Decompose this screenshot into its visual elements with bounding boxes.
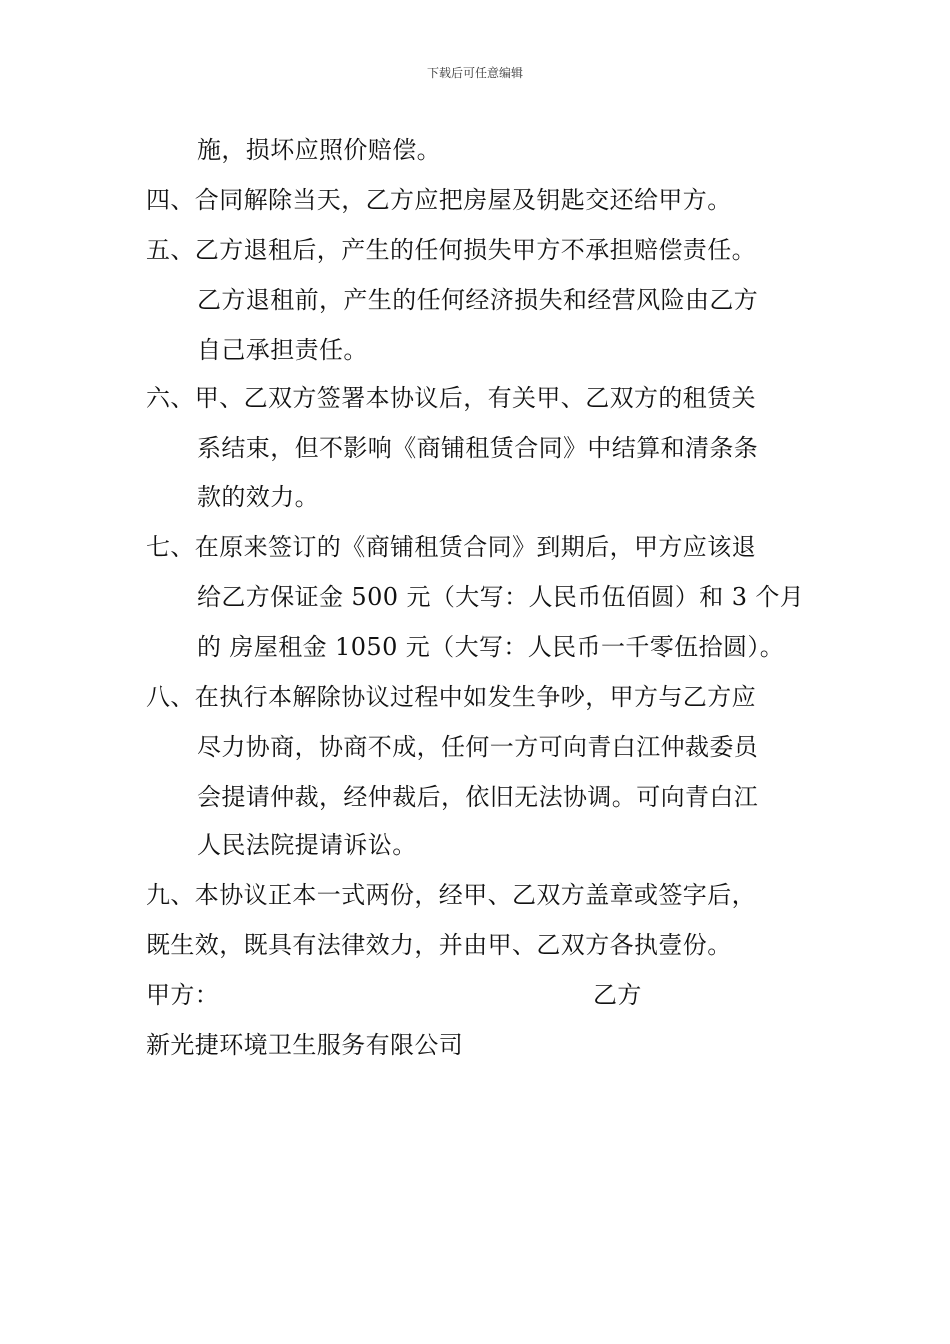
text-line: 的 房屋租金 1050 元（大写：人民币一千零伍拾圆）。 [197, 633, 785, 661]
text-line: 款的效力。 [197, 483, 319, 511]
text-line: 既生效，既具有法律效力，并由甲、乙双方各执壹份。 [146, 931, 732, 959]
page-header: 下载后可任意编辑 [426, 66, 523, 80]
clause-4: 四、合同解除当天，乙方应把房屋及钥匙交还给甲方。 [146, 186, 732, 214]
text-line: 人民法院提请诉讼。 [197, 831, 417, 859]
text-line: 施，损坏应照价赔偿。 [197, 136, 441, 164]
clause-7: 七、在原来签订的《商铺租赁合同》到期后，甲方应该退 [146, 533, 756, 561]
clause-5: 五、乙方退租后，产生的任何损失甲方不承担赔偿责任。 [146, 236, 756, 264]
text-line: 给乙方保证金 500 元（大写：人民币伍佰圆）和 3 个月 [197, 583, 805, 611]
party-a-company: 新光捷环境卫生服务有限公司 [146, 1031, 464, 1059]
party-a-label: 甲方： [146, 981, 220, 1009]
text-line: 尽力协商，协商不成，任何一方可向青白江仲裁委员 [197, 733, 759, 761]
text-line: 系结束，但不影响《商铺租赁合同》中结算和清条条 [197, 434, 759, 462]
text-line: 会提请仲裁，经仲裁后，依旧无法协调。可向青白江 [197, 783, 759, 811]
party-b-label: 乙方 [593, 981, 642, 1009]
clause-9: 九、本协议正本一式两份，经甲、乙双方盖章或签字后， [146, 881, 756, 909]
text-line: 乙方退租前，产生的任何经济损失和经营风险由乙方 [197, 286, 759, 314]
text-line: 自己承担责任。 [197, 336, 368, 364]
clause-8: 八、在执行本解除协议过程中如发生争吵，甲方与乙方应 [146, 683, 756, 711]
clause-6: 六、甲、乙双方签署本协议后，有关甲、乙双方的租赁关 [146, 384, 756, 412]
